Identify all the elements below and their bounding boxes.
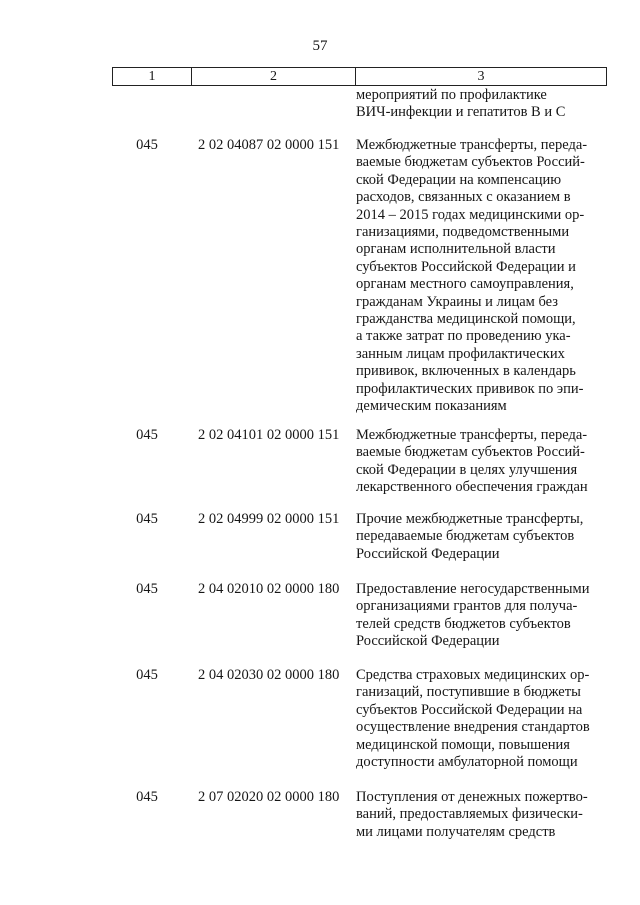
description-line: ской Федерации в целях улучшения (356, 461, 578, 478)
description-line: гражданства медицинской помощи, (356, 311, 576, 328)
description-line: 2014 – 2015 годах медицинскими ор- (356, 206, 585, 223)
description-cell (356, 511, 611, 563)
description-line: а также затрат по проведению ука- (356, 328, 571, 345)
description-line: Межбюджетные трансферты, переда- (356, 137, 588, 153)
table-header (112, 67, 607, 86)
description-line: ганизаций, поступившие в бюджеты (356, 684, 581, 701)
description-line: телей средств бюджетов субъектов (356, 615, 571, 632)
description-line: ской Федерации на компенсацию (356, 171, 562, 188)
description-cell (356, 581, 611, 651)
description-line: субъектов Российской Федерации и (356, 258, 576, 275)
description-cell (356, 137, 611, 416)
description-line: медицинской помощи, повышения (356, 736, 570, 753)
description-line: ми лицами получателям средств (356, 823, 556, 840)
description-line: Предоставление негосударственными (356, 581, 590, 597)
admin-code-cell: 045 (136, 789, 158, 805)
description-line: профилактических прививок по эпи- (356, 380, 584, 397)
budget-classification-code-cell: 2 04 02010 02 0000 180 (198, 581, 340, 597)
description-line: передаваемые бюджетам субъектов (356, 528, 575, 545)
budget-classification-code-cell: 2 04 02030 02 0000 180 (198, 667, 340, 683)
column-header-2: 2 (192, 68, 356, 85)
description-line: ваемые бюджетам субъектов Россий- (356, 444, 585, 461)
description-line: демическим показаниям (356, 398, 507, 415)
description-line: субъектов Российской Федерации на (356, 701, 583, 718)
description-line: доступности амбулаторной помощи (356, 754, 578, 771)
description-line: ваний, предоставляемых физически- (356, 806, 583, 823)
description-line: ВИЧ-инфекции и гепатитов В и С (356, 104, 566, 121)
admin-code-cell: 045 (136, 511, 158, 527)
description-line: органам местного самоуправления, (356, 276, 574, 293)
admin-code-cell: 045 (136, 667, 158, 683)
description-line: осуществление внедрения стандартов (356, 719, 590, 736)
page-number: 57 (312, 38, 328, 54)
description-line: Российской Федерации (356, 633, 500, 650)
description-line: Межбюджетные трансферты, переда- (356, 427, 588, 443)
description-line: Поступления от денежных пожертво- (356, 789, 588, 805)
description-line: органам исполнительной власти (356, 241, 556, 258)
description-line: занным лицам профилактических (356, 345, 565, 362)
description-line: лекарственного обеспечения граждан (356, 479, 588, 496)
admin-code-cell: 045 (136, 137, 158, 153)
budget-classification-code-cell: 2 07 02020 02 0000 180 (198, 789, 340, 805)
description-cell (356, 667, 611, 771)
description-line: мероприятий по профилактике (356, 87, 547, 103)
description-line: ганизациями, подведомственными (356, 224, 570, 241)
description-line: Средства страховых медицинских ор- (356, 667, 590, 683)
budget-classification-code-cell: 2 02 04999 02 0000 151 (198, 511, 340, 527)
admin-code-cell: 045 (136, 427, 158, 443)
column-header-3: 3 (477, 69, 485, 84)
description-line: расходов, связанных с оказанием в (356, 189, 571, 206)
description-line: прививок, включенных в календарь (356, 363, 576, 380)
description-cell (356, 427, 611, 497)
budget-classification-code-cell: 2 02 04101 02 0000 151 (198, 427, 340, 443)
description-line: Российской Федерации (356, 545, 500, 562)
description-line: ваемые бюджетам субъектов Россий- (356, 154, 585, 171)
admin-code-cell: 045 (136, 581, 158, 597)
description-line: организациями грантов для получа- (356, 598, 578, 615)
description-line: Прочие межбюджетные трансферты, (356, 511, 584, 527)
description-line: гражданам Украины и лицам без (356, 293, 558, 310)
column-header-1: 1 (113, 68, 192, 85)
budget-classification-code-cell: 2 02 04087 02 0000 151 (198, 137, 340, 153)
description-cell (356, 789, 611, 841)
continued-description (356, 87, 606, 122)
